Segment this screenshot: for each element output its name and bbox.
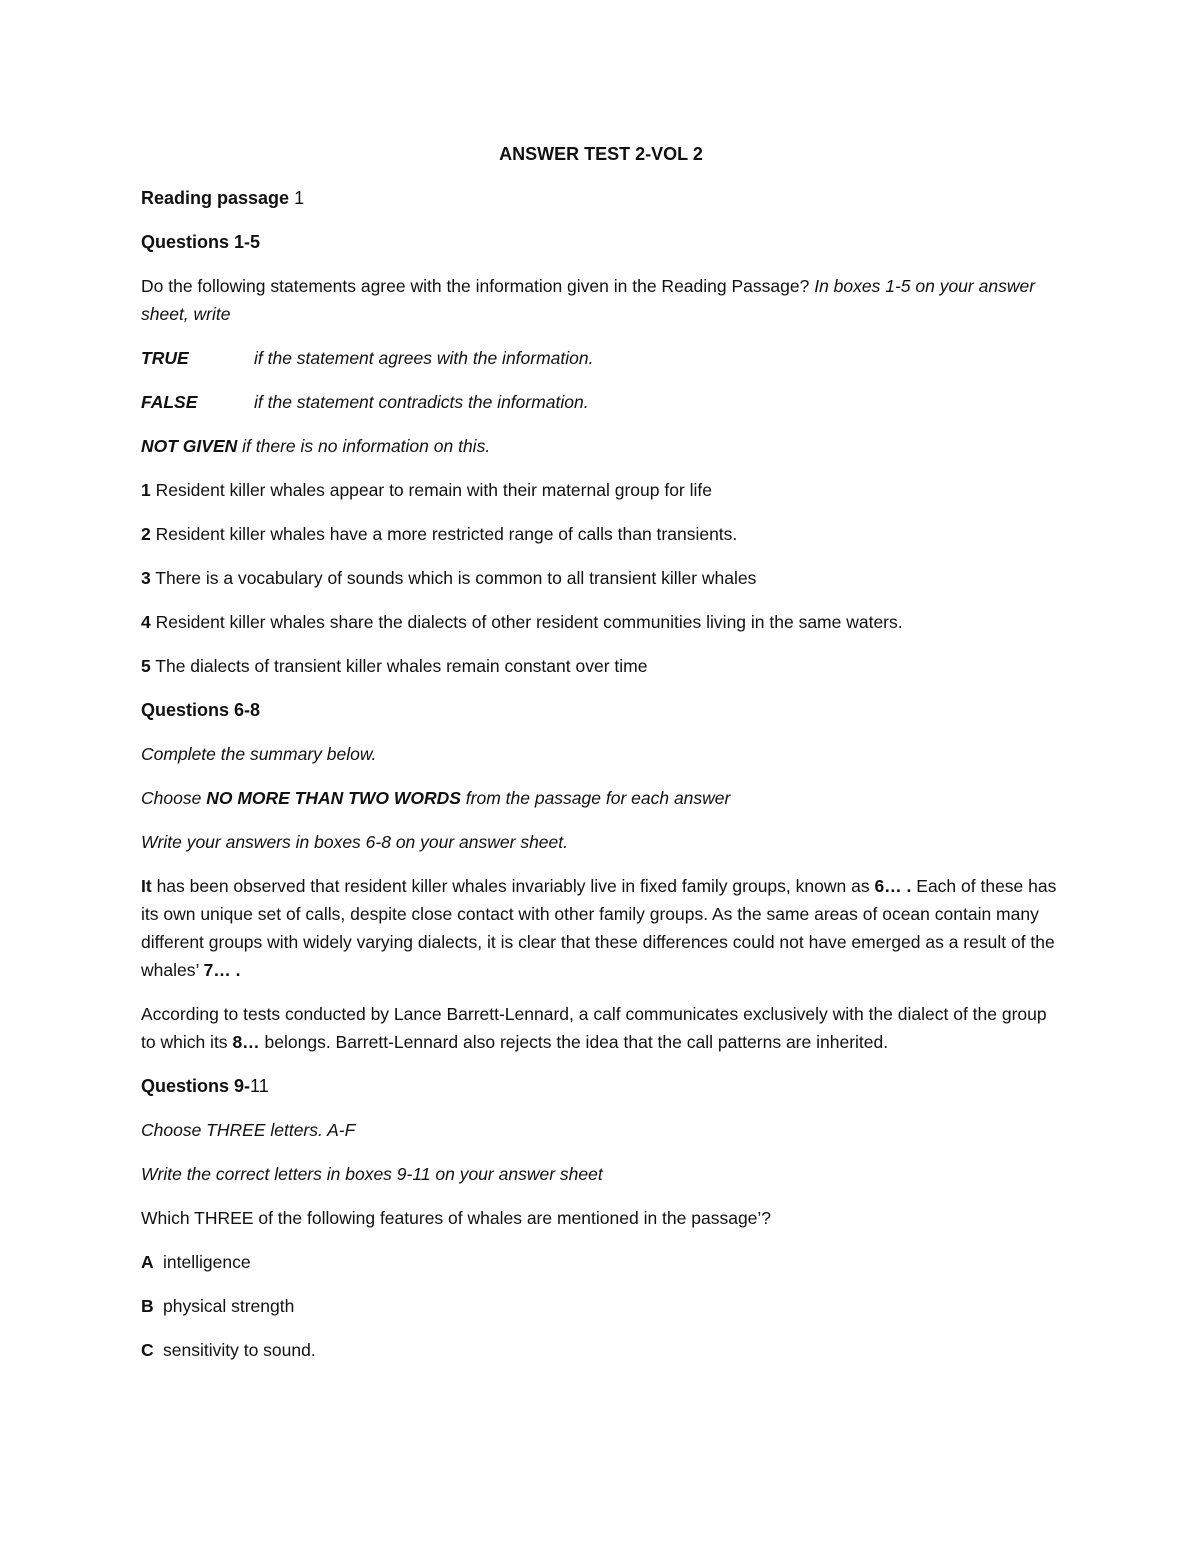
option-term: TRUE [141,348,189,368]
statement-number: 3 [141,568,151,588]
choice-letter: A [141,1252,154,1272]
option-not-given [141,432,1061,460]
gap-8: 8… [232,1032,260,1052]
option-false [141,388,1061,416]
instruction-emphasis: NO MORE THAN TWO WORDS [206,788,461,808]
statement-3 [141,564,1061,592]
choice-text: intelligence [163,1252,251,1272]
summary-paragraph-2 [141,1000,1061,1056]
statement-text: Resident killer whales share the dialects of other resident communities living in the same waters. [155,612,903,632]
choice-b [141,1292,1061,1320]
option-term: FALSE [141,392,198,412]
summary-text: belongs. Barrett-Lennard also rejects the idea that the call patterns are inherited. [259,1032,889,1052]
summary-paragraph-1 [141,872,1061,984]
option-true [141,344,1061,372]
instruction-answer-boxes: Write your answers in boxes 6-8 on your answer sheet. [141,832,568,852]
option-term: NOT GIVEN [141,436,238,456]
summary-text: Each of these has its own unique set of calls, despite close contact with other family groups. As the same areas of ocean contain many different groups with widely varying dialects, it is clear that these differences could not have emerged as a result of the whales’ [141,876,1057,980]
statement-text: The dialects of transient killer whales remain constant over time [155,656,648,676]
instruction-write-letters: Write the correct letters in boxes 9-11 on your answer sheet [141,1164,603,1184]
option-desc: if the statement contradicts the information. [254,392,589,412]
instruction-post: from the passage for each answer [465,788,731,808]
document-content [141,140,1061,1380]
passage-heading-number: 1 [294,188,305,208]
section-heading-9-11 [141,1072,1061,1100]
instruction-complete-summary: Complete the summary below. [141,744,377,764]
passage-heading [141,184,1061,212]
statement-number: 1 [141,480,151,500]
statement-text: Resident killer whales appear to remain with their maternal group for life [155,480,712,500]
summary-block [141,872,1061,1056]
statement-number: 2 [141,524,151,544]
statement-text: There is a vocabulary of sounds which is common to all transient killer whales [155,568,757,588]
statement-number: 5 [141,656,151,676]
statement-text: Resident killer whales have a more restricted range of calls than transients. [155,524,738,544]
passage-heading-label: Reading passage [141,188,290,208]
section-heading-1-5: Questions 1-5 [141,232,261,252]
statement-number: 4 [141,612,151,632]
statement-2 [141,520,1061,548]
choice-text: physical strength [163,1296,295,1316]
instruction-1-5 [141,272,1061,328]
instruction-italic: In boxes 1-5 on your answer sheet, write [141,276,1036,324]
statement-1 [141,476,1061,504]
option-desc: if the statement agrees with the information. [254,348,594,368]
choice-letter: B [141,1296,154,1316]
choice-text: sensitivity to sound. [163,1340,316,1360]
choice-letter: C [141,1340,154,1360]
gap-7: 7… . [203,960,241,980]
page-title: ANSWER TEST 2-VOL 2 [499,144,703,164]
instruction-pre: Choose [141,788,202,808]
summary-text: has been observed that resident killer whales invariably live in fixed family groups, known as [151,876,875,896]
choice-c [141,1336,1061,1364]
heading-bold-part: Questions 9- [141,1076,251,1096]
option-desc: if there is no information on this. [242,436,491,456]
statement-5 [141,652,1061,680]
instruction-plain: Do the following statements agree with the information given in the Reading Passage? [141,276,810,296]
instruction-word-limit [141,784,1061,812]
instruction-choose-letters: Choose THREE letters. A-F [141,1120,356,1140]
choice-a [141,1248,1061,1276]
gap-6: 6… . [874,876,912,896]
statement-4 [141,608,1061,636]
question-prompt: Which THREE of the following features of whales are mentioned in the passage’? [141,1208,772,1228]
summary-text: According to tests conducted by Lance Barrett-Lennard, a calf communicates exclusively with the dialect of the group to which its [141,1004,1047,1052]
section-heading-6-8: Questions 6-8 [141,700,261,720]
summary-lead: It [141,876,152,896]
heading-light-part: 11 [250,1076,269,1096]
